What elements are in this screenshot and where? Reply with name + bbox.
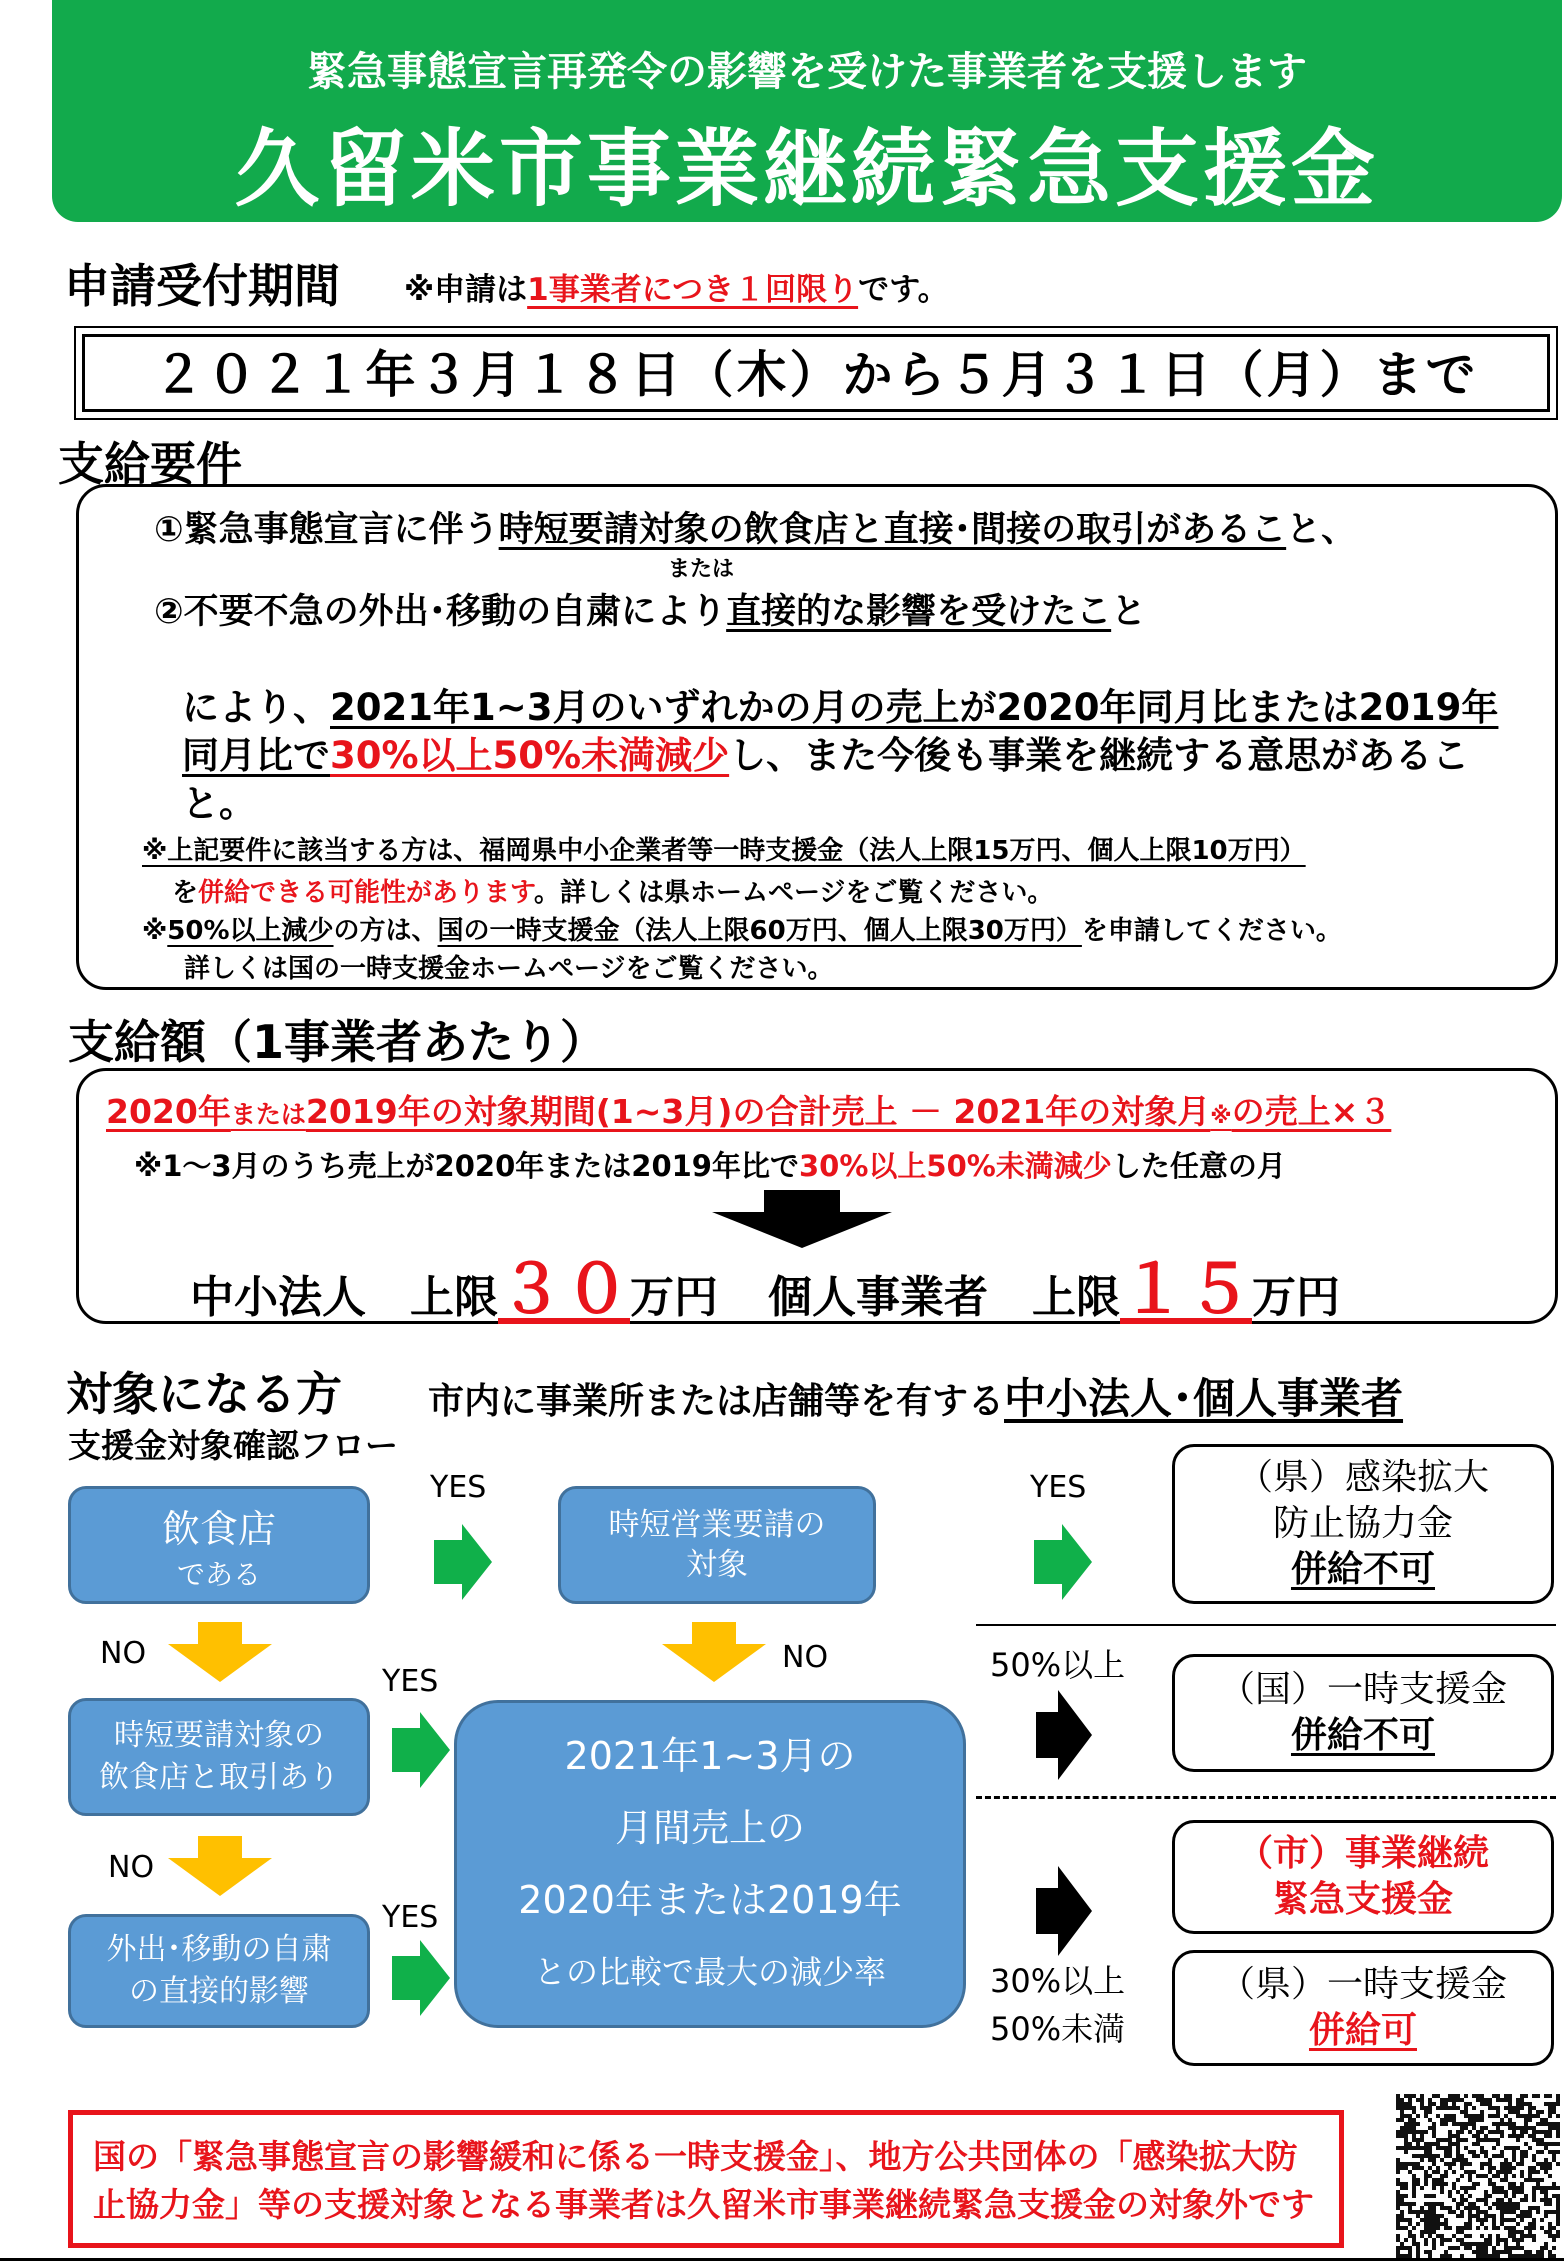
application-note: ※申請は1事業者につき１回限りです。 (404, 272, 949, 308)
requirement-body: により、2021年1~3月のいずれかの月の売上が2020年同月比または2019年同月比で30%以上50%未満減少し、また今後も事業を継続する意思があること。 (182, 686, 1499, 825)
flow-box-restaurant-transactions: 時短要請対象の 飲食店と取引あり (68, 1698, 370, 1816)
application-period: ２０２１年３月１８日（木）から５月３１日（月）まで (82, 334, 1550, 412)
yes-label: YES (382, 1900, 439, 1935)
amount-note: ※1～3月のうち売上が2020年または2019年比で30%以上50%未満減少した任意の月 (134, 1149, 1286, 1183)
requirement-note-1b: を併給できる可能性があります。詳しくは県ホームページをご覧ください。 (172, 878, 1054, 908)
result-national-support: （国）一時支援金 併給不可 (1172, 1654, 1554, 1772)
application-limit: 1事業者につき１回限り (527, 272, 859, 308)
header-banner (52, 0, 1562, 222)
requirement-note-1: ※上記要件に該当する方は、福岡県中小企業者等一時支援金（法人上限15万円、個人上限10万円） (142, 836, 1306, 866)
range-label-b: 50%未満 (990, 2010, 1126, 2048)
requirements-heading: 支給要件 (58, 437, 242, 491)
period-box (74, 326, 1558, 420)
no-label: NO (100, 1636, 147, 1671)
green-arrow-right-icon (392, 1712, 450, 1788)
yellow-arrow-down-icon (168, 1836, 272, 1896)
result-city-support: （市）事業継続 緊急支援金 (1172, 1820, 1554, 1934)
corp-amount: ３０ (498, 1251, 630, 1328)
green-arrow-right-icon (434, 1524, 492, 1600)
amount-limits: 中小法人 上限３０万円 個人事業者 上限１５万円 (190, 1251, 1340, 1328)
flow-heading: 支援金対象確認フロー (68, 1426, 398, 1465)
requirement-note-2b: 詳しくは国の一時支援金ホームページをご覧ください。 (184, 954, 834, 984)
yellow-arrow-down-icon (168, 1622, 272, 1682)
yes-label: YES (382, 1664, 439, 1699)
footer-notice-box (68, 2110, 1344, 2248)
target-description: 市内に事業所または店舗等を有する中小法人･個人事業者 (428, 1374, 1404, 1423)
no-label: NO (782, 1640, 829, 1675)
yes-label: YES (1030, 1470, 1087, 1505)
header-subtitle: 緊急事態宣言再発令の影響を受けた事業者を支援します (307, 49, 1307, 95)
application-heading: 申請受付期間 (64, 259, 340, 313)
over-50-label: 50%以上 (990, 1646, 1126, 1684)
flow-box-restaurant: 飲食店 である (68, 1486, 370, 1604)
requirement-item-2: ②不要不急の外出･移動の自粛により直接的な影響を受けたこと (154, 592, 1147, 632)
separator-line (976, 1624, 1556, 1626)
flow-box-sales-comparison: 2021年1~3月の 月間売上の 2020年または2019年 との比較で最大の減少率 (454, 1700, 966, 2028)
requirement-item-1: ①緊急事態宣言に伴う時短要請対象の飲食店と直接･間接の取引があること、 (154, 510, 1357, 550)
header-title: 久留米市事業継続緊急支援金 (234, 120, 1379, 218)
amount-formula: 2020年または2019年の対象期間(1~3月)の合計売上 － 2021年の対象月※の売上×３ (106, 1092, 1392, 1131)
green-arrow-right-icon (1034, 1524, 1092, 1600)
amount-heading: 支給額（1事業者あたり） (68, 1015, 607, 1069)
black-arrow-right-icon (1036, 1866, 1092, 1956)
result-prefecture-cooperation: （県）感染拡大 防止協力金 併給不可 (1172, 1444, 1554, 1604)
separator-dashed-line (976, 1796, 1556, 1799)
yellow-arrow-down-icon (662, 1622, 766, 1682)
yes-label: YES (430, 1470, 487, 1505)
black-arrow-right-icon (1036, 1690, 1092, 1780)
result-prefecture-support: （県）一時支援金 併給可 (1172, 1950, 1554, 2066)
flow-box-short-hours-target: 時短営業要請の 対象 (558, 1486, 876, 1604)
no-label: NO (108, 1850, 155, 1885)
target-heading: 対象になる方 (66, 1367, 342, 1421)
green-arrow-right-icon (392, 1940, 450, 2016)
requirement-or: または (668, 557, 735, 582)
requirement-note-2: ※50%以上減少の方は、国の一時支援金（法人上限60万円、個人上限30万円）を申請してください。 (142, 916, 1342, 946)
flow-box-self-restraint: 外出･移動の自粛 の直接的影響 (68, 1914, 370, 2028)
footer-notice: 国の「緊急事態宣言の影響緩和に係る一時支援金」、地方公共団体の「感染拡大防 止協力金」等の支援対象となる事業者は久留米市事業継続緊急支援金の対象外です (93, 2137, 1314, 2224)
range-label-a: 30%以上 (990, 1962, 1126, 2000)
qr-code[interactable] (1396, 2094, 1560, 2260)
bottom-border (0, 2258, 1564, 2261)
ind-amount: １５ (1120, 1251, 1252, 1328)
